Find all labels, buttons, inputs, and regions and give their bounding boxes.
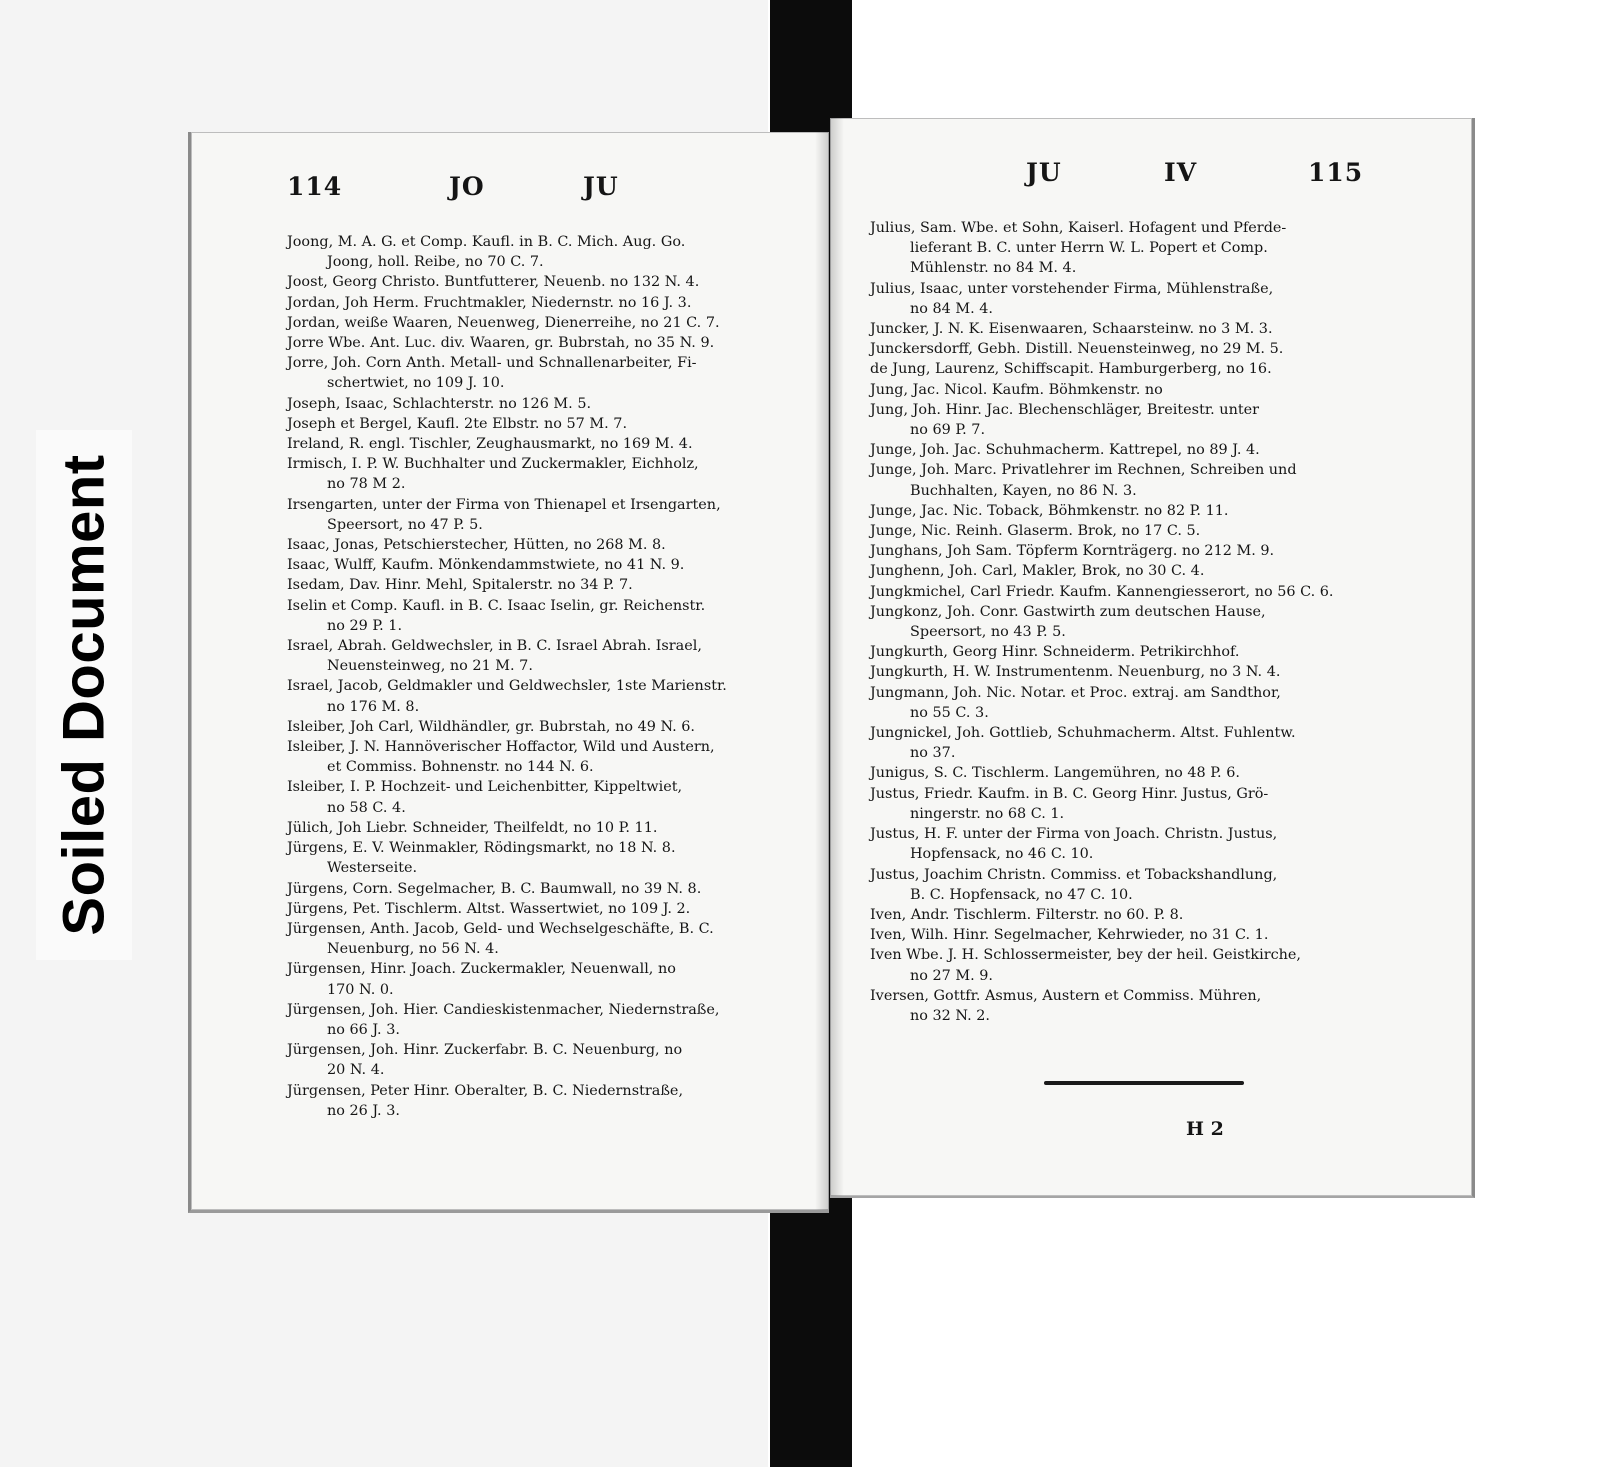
entry-line: Joong, M. A. G. et Comp. Kaufl. in B. C. Mich. Aug. Go. bbox=[287, 234, 686, 250]
entry-continuation: no 84 M. 4. bbox=[910, 300, 994, 317]
entry-line: Jung, Jac. Nicol. Kaufm. Böhmkenstr. no bbox=[870, 381, 1163, 398]
header-left: JO bbox=[449, 172, 485, 201]
entry-line: Junghans, Joh Sam. Töpferm Kornträgerg. no 212 M. 9. bbox=[870, 543, 1275, 560]
entry-continuation: no 58 C. 4. bbox=[327, 799, 406, 816]
entry-continuation: lieferant B. C. unter Herrn W. L. Popert et Comp. bbox=[910, 240, 1268, 257]
entry-continuation: Joong, holl. Reibe, no 70 C. 7. bbox=[327, 254, 544, 271]
directory-entry bbox=[287, 272, 787, 292]
entry-line: Justus, H. F. unter der Firma von Joach. Christn. Justus, bbox=[870, 826, 1278, 843]
entry-line: Jorre, Joh. Corn Anth. Metall- und Schnallenarbeiter, Fi- bbox=[287, 355, 697, 372]
directory-entry bbox=[287, 454, 787, 494]
directory-entry bbox=[870, 602, 1380, 642]
directory-entry bbox=[287, 1000, 787, 1040]
entry-line: Jürgens, E. V. Weinmakler, Rödingsmarkt, no 18 N. 8. bbox=[287, 840, 676, 857]
entry-continuation: no 32 N. 2. bbox=[910, 1007, 990, 1024]
directory-entry bbox=[870, 865, 1380, 905]
entry-continuation: no 37. bbox=[910, 745, 956, 762]
entry-line: Jürgensen, Joh. Hier. Candieskistenmacher, Niedernstraße, bbox=[287, 1001, 720, 1018]
entry-line: Jürgens, Pet. Tischlerm. Altst. Wassertwiet, no 109 J. 2. bbox=[287, 900, 691, 917]
directory-entry bbox=[870, 662, 1380, 682]
entry-continuation: Hopfensack, no 46 C. 10. bbox=[910, 846, 1094, 863]
directory-entry bbox=[870, 824, 1380, 864]
entry-line: Junckersdorff, Gebh. Distill. Neuensteinweg, no 29 M. 5. bbox=[870, 341, 1284, 358]
directory-entry bbox=[870, 561, 1380, 581]
entry-line: Isleiber, J. N. Hannöverischer Hoffactor, Wild und Austern, bbox=[287, 739, 715, 756]
entry-continuation: Westerseite. bbox=[327, 860, 418, 877]
entry-continuation: Buchhalten, Kayen, no 86 N. 3. bbox=[910, 482, 1137, 499]
directory-entry bbox=[870, 683, 1380, 723]
entry-list bbox=[870, 218, 1380, 1026]
gutter-shadow bbox=[815, 132, 829, 1210]
entry-line: Joseph et Bergel, Kaufl. 2te Elbstr. no 57 M. 7. bbox=[287, 415, 628, 432]
directory-entry bbox=[870, 723, 1380, 763]
entry-line: Justus, Joachim Christn. Commiss. et Tobackshandlung, bbox=[870, 866, 1278, 883]
directory-entry bbox=[870, 541, 1380, 561]
directory-entry bbox=[870, 380, 1380, 400]
entry-line: de Jung, Laurenz, Schiffscapit. Hamburgerberg, no 16. bbox=[870, 361, 1272, 378]
entry-line: Jungnickel, Joh. Gottlieb, Schuhmacherm. Altst. Fuhlentw. bbox=[870, 725, 1296, 742]
directory-entry bbox=[287, 737, 787, 777]
entry-line: Iven, Wilh. Hinr. Segelmacher, Kehrwieder, no 31 C. 1. bbox=[870, 927, 1269, 944]
directory-entry bbox=[870, 582, 1380, 602]
entry-line: Isaac, Wulff, Kaufm. Mönkendammstwiete, no 41 N. 9. bbox=[287, 557, 685, 574]
directory-entry bbox=[870, 986, 1380, 1026]
directory-entry bbox=[287, 879, 787, 899]
entry-continuation: no 27 M. 9. bbox=[910, 967, 994, 984]
entry-line: Jürgensen, Hinr. Joach. Zuckermakler, Neuenwall, no bbox=[287, 961, 676, 978]
directory-entry bbox=[287, 495, 787, 535]
entry-line: Isaac, Jonas, Petschierstecher, Hütten, no 268 M. 8. bbox=[287, 537, 666, 554]
entry-line: Jungmann, Joh. Nic. Notar. et Proc. extraj. am Sandthor, bbox=[870, 684, 1281, 701]
entry-line: Jürgens, Corn. Segelmacher, B. C. Baumwall, no 39 N. 8. bbox=[287, 880, 702, 897]
directory-entry bbox=[287, 1040, 787, 1080]
page-number: 114 bbox=[287, 172, 343, 201]
entry-line: Joseph, Isaac, Schlachterstr. no 126 M. 5. bbox=[287, 395, 592, 412]
entry-line: Isleiber, Joh Carl, Wildhändler, gr. Bubrstah, no 49 N. 6. bbox=[287, 718, 696, 735]
directory-entry bbox=[287, 575, 787, 595]
directory-entry bbox=[287, 899, 787, 919]
directory-entry bbox=[870, 359, 1380, 379]
directory-entry bbox=[287, 717, 787, 737]
entry-line: Junghenn, Joh. Carl, Makler, Brok, no 30 C. 4. bbox=[870, 563, 1205, 580]
entry-line: Junigus, S. C. Tischlerm. Langemühren, no 48 P. 6. bbox=[870, 765, 1240, 782]
entry-line: Junge, Nic. Reinh. Glaserm. Brok, no 17 C. 5. bbox=[870, 523, 1201, 540]
entry-line: Julius, Sam. Wbe. et Sohn, Kaiserl. Hofagent und Pferde- bbox=[870, 220, 1287, 236]
entry-line: Iven, Andr. Tischlerm. Filterstr. no 60. P. 8. bbox=[870, 906, 1184, 923]
left-page bbox=[188, 132, 829, 1213]
entry-line: Ireland, R. engl. Tischler, Zeughausmarkt, no 169 M. 4. bbox=[287, 436, 693, 453]
directory-entry bbox=[287, 959, 787, 999]
header-left: JU bbox=[1026, 158, 1062, 187]
directory-entry bbox=[870, 400, 1380, 440]
directory-entry bbox=[870, 784, 1380, 824]
directory-entry bbox=[287, 676, 787, 716]
directory-entry bbox=[287, 394, 787, 414]
entry-line: Junge, Joh. Marc. Privatlehrer im Rechnen, Schreiben und bbox=[870, 462, 1297, 479]
entry-continuation: Mühlenstr. no 84 M. 4. bbox=[910, 260, 1077, 277]
entry-continuation: no 66 J. 3. bbox=[327, 1021, 400, 1038]
soiled-document-label: Soiled Document bbox=[51, 454, 117, 936]
entry-continuation: no 78 M 2. bbox=[327, 476, 406, 493]
entry-line: Isedam, Dav. Hinr. Mehl, Spitalerstr. no 34 P. 7. bbox=[287, 577, 633, 594]
directory-entry bbox=[287, 777, 787, 817]
directory-entry bbox=[287, 293, 787, 313]
directory-entry bbox=[870, 279, 1380, 319]
entry-continuation: et Commiss. Bohnenstr. no 144 N. 6. bbox=[327, 759, 594, 776]
entry-line: Jungkonz, Joh. Conr. Gastwirth zum deutschen Hause, bbox=[870, 603, 1266, 620]
entry-continuation: 170 N. 0. bbox=[327, 981, 394, 998]
end-rule bbox=[1044, 1081, 1244, 1085]
entry-line: Jungkmichel, Carl Friedr. Kaufm. Kannengiesserort, no 56 C. 6. bbox=[870, 583, 1334, 600]
entry-continuation: schertwiet, no 109 J. 10. bbox=[327, 375, 505, 392]
entry-line: Juncker, J. N. K. Eisenwaaren, Schaarsteinw. no 3 M. 3. bbox=[870, 321, 1273, 338]
entry-line: Jungkurth, Georg Hinr. Schneiderm. Petrikirchhof. bbox=[870, 644, 1240, 661]
entry-continuation: ningerstr. no 68 C. 1. bbox=[910, 805, 1065, 822]
signature-mark: H 2 bbox=[1186, 1118, 1224, 1140]
entry-line: Joost, Georg Christo. Buntfutterer, Neuenb. no 132 N. 4. bbox=[287, 274, 700, 291]
gutter-shadow bbox=[830, 118, 844, 1196]
entry-line: Jürgensen, Anth. Jacob, Geld- und Wechselgeschäfte, B. C. bbox=[287, 920, 714, 937]
entry-line: Iselin et Comp. Kaufl. in B. C. Isaac Iselin, gr. Reichenstr. bbox=[287, 597, 706, 614]
entry-continuation: Speersort, no 47 P. 5. bbox=[327, 516, 483, 533]
entry-line: Irmisch, I. P. W. Buchhalter und Zuckermakler, Eichholz, bbox=[287, 456, 699, 473]
entry-line: Jordan, Joh Herm. Fruchtmakler, Niedernstr. no 16 J. 3. bbox=[287, 294, 692, 311]
entry-continuation: Speersort, no 43 P. 5. bbox=[910, 624, 1066, 641]
entry-continuation: Neuensteinweg, no 21 M. 7. bbox=[327, 658, 533, 675]
page-number: 115 bbox=[1308, 158, 1364, 187]
entry-line: Jürgensen, Joh. Hinr. Zuckerfabr. B. C. Neuenburg, no bbox=[287, 1042, 683, 1059]
directory-entry bbox=[870, 218, 1380, 279]
header-right: JU bbox=[583, 172, 619, 201]
directory-entry bbox=[287, 636, 787, 676]
directory-entry bbox=[287, 535, 787, 555]
directory-entry bbox=[287, 414, 787, 434]
directory-entry bbox=[287, 555, 787, 575]
entry-continuation: no 69 P. 7. bbox=[910, 422, 986, 439]
directory-entry bbox=[870, 521, 1380, 541]
entry-continuation: no 29 P. 1. bbox=[327, 617, 403, 634]
entry-list bbox=[287, 232, 787, 1121]
directory-entry bbox=[870, 319, 1380, 339]
directory-entry bbox=[870, 925, 1380, 945]
directory-entry bbox=[287, 596, 787, 636]
entry-line: Jorre Wbe. Ant. Luc. div. Waaren, gr. Bubrstah, no 35 N. 9. bbox=[287, 335, 715, 352]
directory-entry bbox=[870, 763, 1380, 783]
entry-line: Jung, Joh. Hinr. Jac. Blechenschläger, Breitestr. unter bbox=[870, 401, 1260, 418]
entry-line: Jordan, weiße Waaren, Neuenweg, Dienerreihe, no 21 C. 7. bbox=[287, 314, 720, 331]
entry-line: Jülich, Joh Liebr. Schneider, Theilfeldt, no 10 P. 11. bbox=[287, 819, 658, 836]
directory-entry bbox=[287, 232, 787, 272]
directory-entry bbox=[287, 919, 787, 959]
entry-line: Junge, Joh. Jac. Schuhmacherm. Kattrepel, no 89 J. 4. bbox=[870, 442, 1260, 459]
entry-continuation: 20 N. 4. bbox=[327, 1062, 385, 1079]
entry-line: Iven Wbe. J. H. Schlossermeister, bey der heil. Geistkirche, bbox=[870, 947, 1302, 964]
directory-entry bbox=[287, 838, 787, 878]
entry-line: Jungkurth, H. W. Instrumentenm. Neuenburg, no 3 N. 4. bbox=[870, 664, 1281, 681]
directory-entry bbox=[287, 353, 787, 393]
entry-line: Iversen, Gottfr. Asmus, Austern et Commiss. Mühren, bbox=[870, 987, 1262, 1004]
entry-continuation: B. C. Hopfensack, no 47 C. 10. bbox=[910, 886, 1133, 903]
right-page bbox=[830, 118, 1475, 1198]
directory-entry bbox=[287, 1081, 787, 1121]
entry-line: Justus, Friedr. Kaufm. in B. C. Georg Hinr. Justus, Grö- bbox=[870, 785, 1269, 802]
directory-entry bbox=[870, 440, 1380, 460]
directory-entry bbox=[870, 642, 1380, 662]
directory-entry bbox=[287, 818, 787, 838]
entry-line: Julius, Isaac, unter vorstehender Firma, Mühlenstraße, bbox=[870, 280, 1274, 297]
entry-line: Israel, Abrah. Geldwechsler, in B. C. Israel Abrah. Israel, bbox=[287, 638, 702, 655]
entry-continuation: no 26 J. 3. bbox=[327, 1102, 400, 1119]
entry-line: Israel, Jacob, Geldmakler und Geldwechsler, 1ste Marienstr. bbox=[287, 678, 727, 695]
directory-entry bbox=[287, 434, 787, 454]
entry-line: Jürgensen, Peter Hinr. Oberalter, B. C. Niedernstraße, bbox=[287, 1082, 684, 1099]
entry-continuation: no 176 M. 8. bbox=[327, 698, 420, 715]
directory-entry bbox=[870, 905, 1380, 925]
directory-entry bbox=[287, 333, 787, 353]
directory-entry bbox=[870, 460, 1380, 500]
directory-entry bbox=[287, 313, 787, 333]
entry-line: Irsengarten, unter der Firma von Thienapel et Irsengarten, bbox=[287, 496, 721, 513]
header-right: IV bbox=[1164, 158, 1198, 187]
directory-entry bbox=[870, 339, 1380, 359]
entry-continuation: no 55 C. 3. bbox=[910, 704, 989, 721]
entry-line: Isleiber, I. P. Hochzeit- und Leichenbitter, Kippeltwiet, bbox=[287, 779, 683, 796]
directory-entry bbox=[870, 945, 1380, 985]
entry-continuation: Neuenburg, no 56 N. 4. bbox=[327, 941, 499, 958]
entry-line: Junge, Jac. Nic. Toback, Böhmkenstr. no 82 P. 11. bbox=[870, 502, 1229, 519]
directory-entry bbox=[870, 501, 1380, 521]
